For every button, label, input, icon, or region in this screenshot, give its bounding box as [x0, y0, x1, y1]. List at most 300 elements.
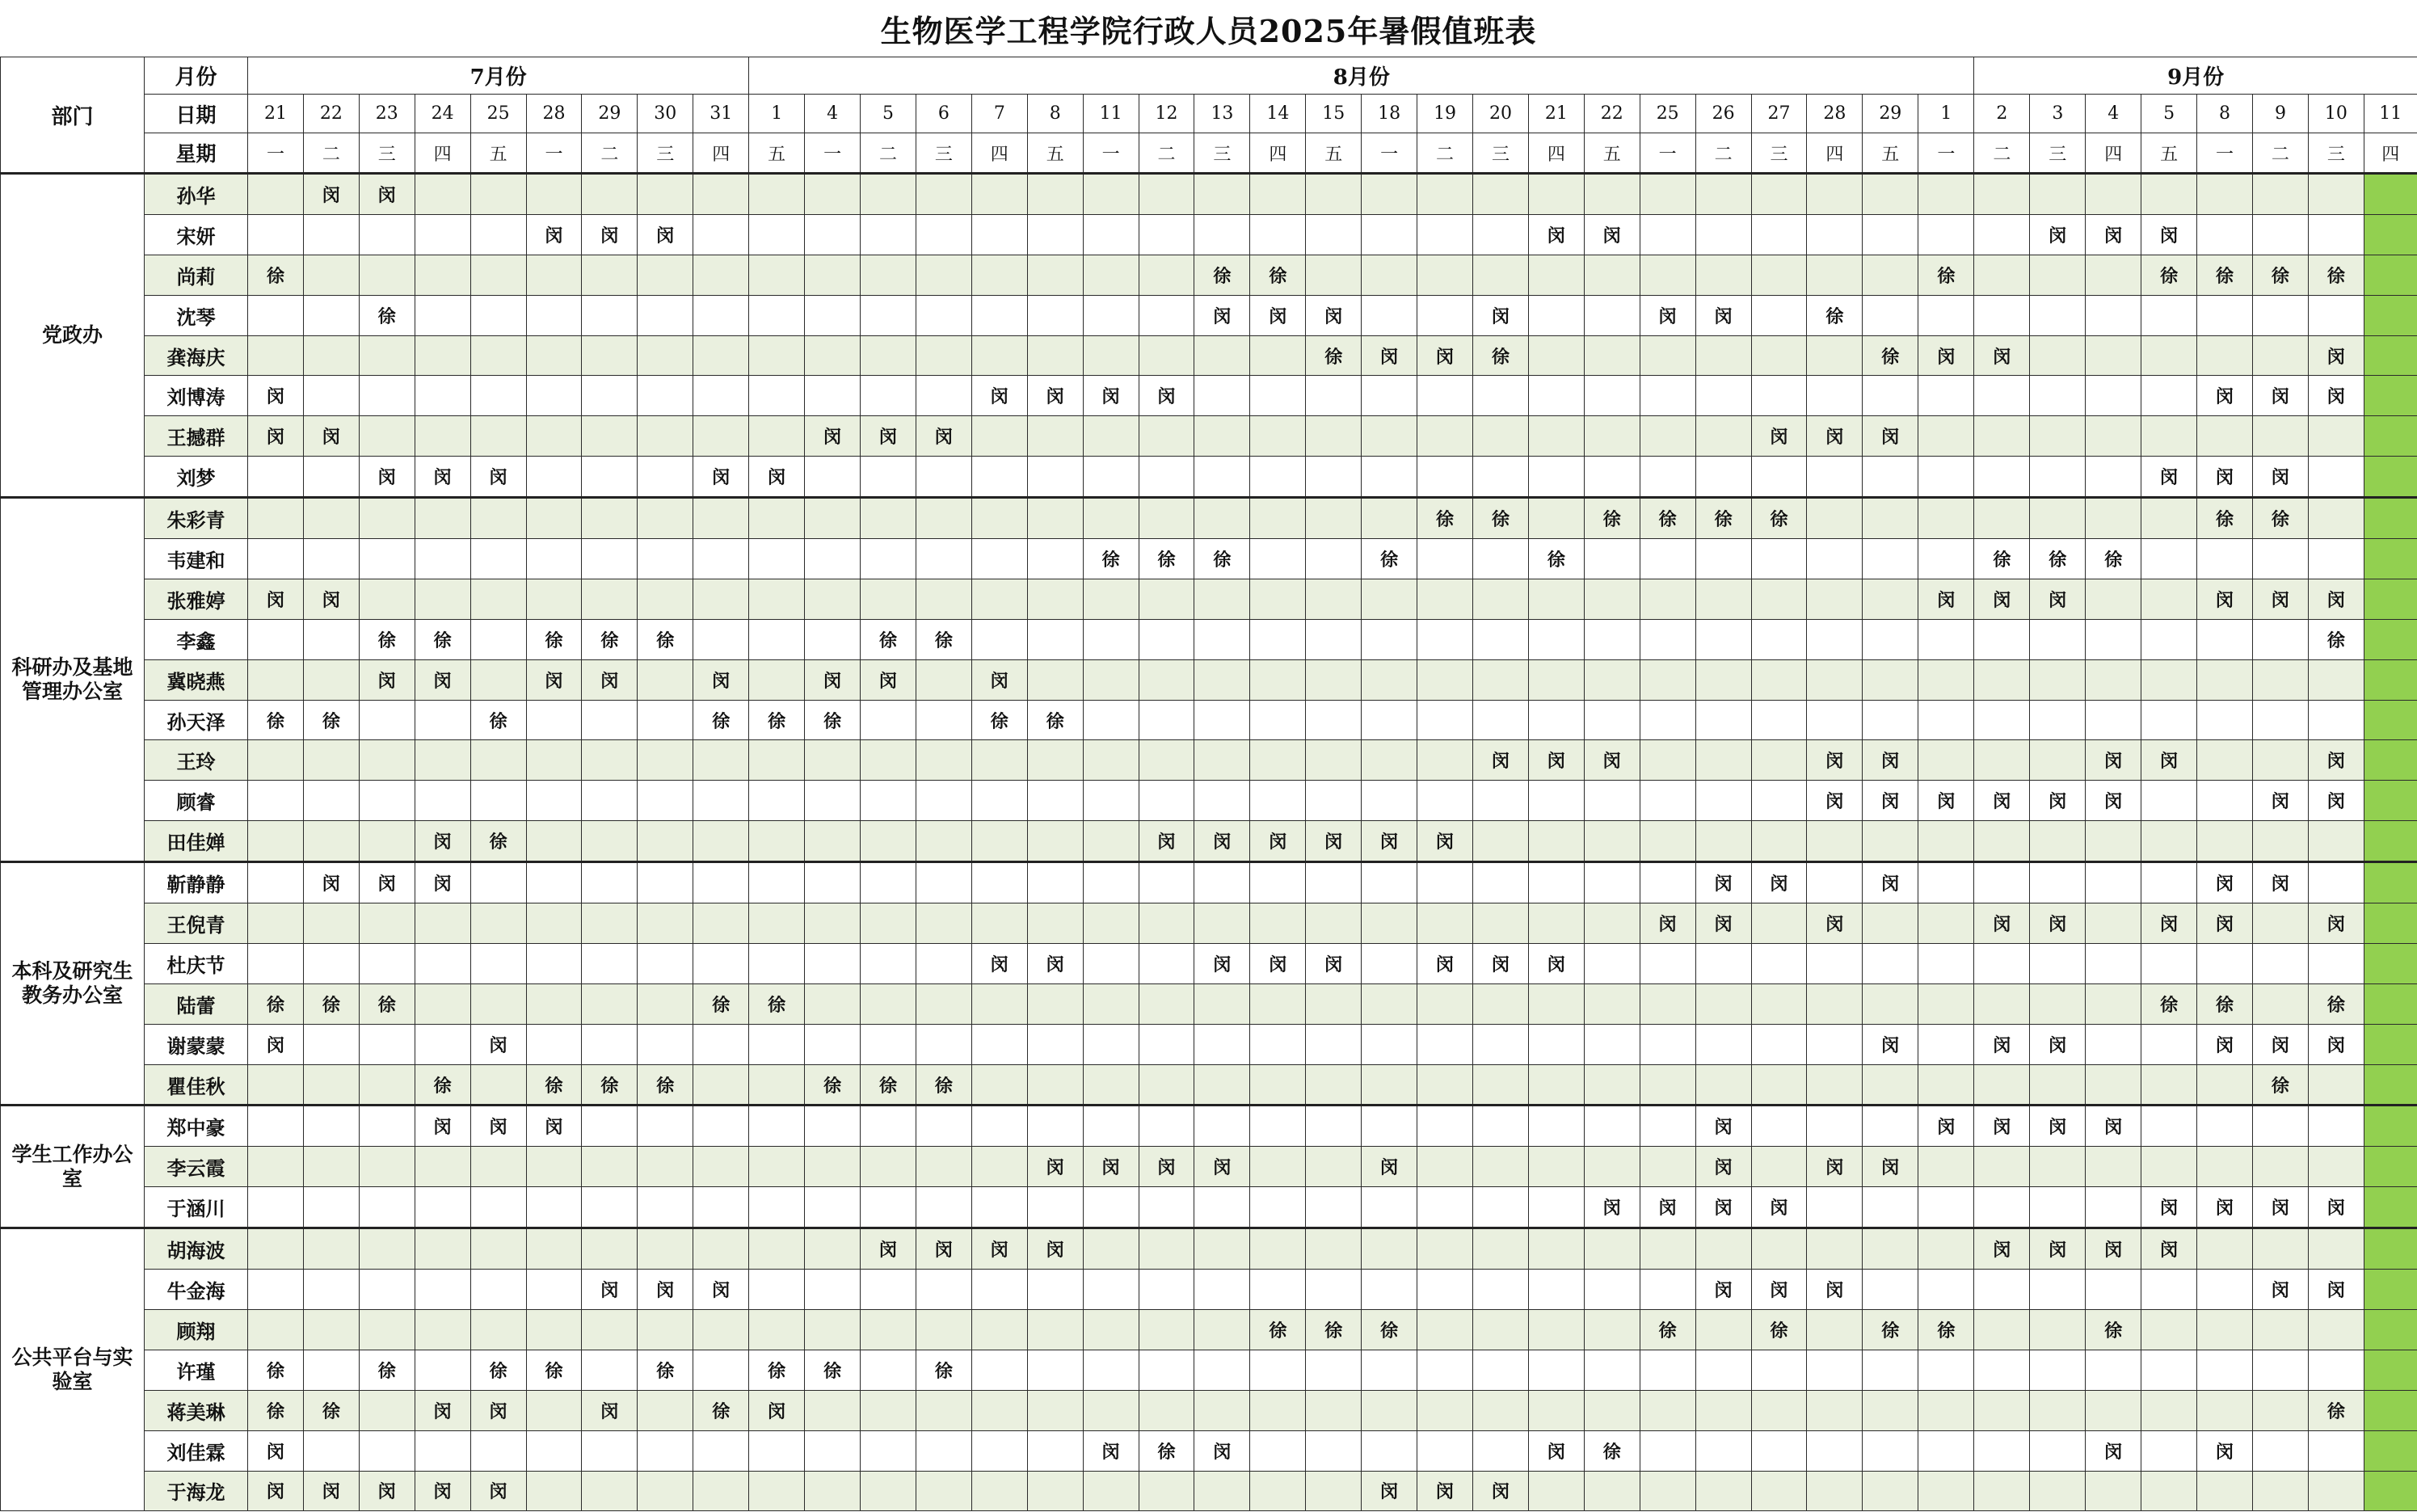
duty-cell	[2141, 1270, 2197, 1310]
duty-cell	[1362, 903, 1417, 944]
duty-cell	[2364, 376, 2417, 416]
duty-cell	[248, 498, 304, 539]
duty-cell	[1139, 619, 1194, 659]
duty-cell	[1584, 1270, 1640, 1310]
duty-cell: 闵	[2197, 1430, 2253, 1471]
duty-cell	[749, 174, 805, 215]
duty-cell	[582, 983, 638, 1024]
duty-cell: 闵	[248, 1430, 304, 1471]
duty-cell	[1194, 1228, 1250, 1270]
duty-cell	[1528, 335, 1584, 376]
duty-cell	[2252, 1309, 2308, 1350]
duty-cell: 闵	[2141, 214, 2197, 255]
duty-cell	[971, 1064, 1027, 1106]
duty-cell	[2364, 1187, 2417, 1228]
duty-cell	[916, 862, 971, 903]
duty-cell	[1918, 659, 1974, 700]
duty-cell: 闵	[1863, 740, 1918, 781]
duty-cell: 闵	[2252, 376, 2308, 416]
duty-cell: 徐	[2308, 255, 2364, 295]
duty-cell	[861, 1350, 916, 1390]
duty-cell	[861, 1270, 916, 1310]
duty-cell: 闵	[2197, 457, 2253, 498]
duty-cell	[582, 416, 638, 457]
duty-cell	[916, 903, 971, 944]
duty-cell	[1473, 174, 1529, 215]
duty-cell	[1027, 1471, 1083, 1511]
duty-cell	[1974, 1064, 2030, 1106]
duty-cell	[415, 1228, 470, 1270]
duty-cell: 闵	[1863, 1024, 1918, 1064]
duty-cell	[1751, 1228, 1807, 1270]
duty-cell	[1918, 1064, 1974, 1106]
duty-cell	[415, 1309, 470, 1350]
duty-cell	[415, 1147, 470, 1187]
weekday-cell: 五	[1306, 133, 1362, 174]
duty-cell: 徐	[1473, 498, 1529, 539]
duty-cell	[1863, 255, 1918, 295]
duty-cell	[415, 1187, 470, 1228]
duty-cell	[1751, 740, 1807, 781]
duty-cell: 徐	[359, 1350, 415, 1390]
duty-cell	[1473, 1350, 1529, 1390]
duty-cell	[582, 943, 638, 983]
duty-cell	[2197, 1350, 2253, 1390]
duty-cell	[805, 174, 861, 215]
duty-cell	[971, 903, 1027, 944]
duty-cell	[1807, 255, 1863, 295]
duty-cell	[638, 1390, 693, 1430]
duty-cell	[1250, 983, 1306, 1024]
duty-cell	[861, 1430, 916, 1471]
duty-cell	[303, 659, 359, 700]
duty-cell	[1417, 1228, 1473, 1270]
duty-cell	[1751, 700, 1807, 740]
table-row	[1, 1106, 2417, 1147]
duty-cell	[1250, 1064, 1306, 1106]
duty-cell	[415, 539, 470, 579]
duty-cell: 闵	[415, 1390, 470, 1430]
duty-cell	[1974, 983, 2030, 1024]
duty-cell: 闵	[582, 1390, 638, 1430]
person-name: 冀晓燕	[145, 659, 248, 700]
duty-cell	[861, 781, 916, 821]
duty-cell	[1695, 1228, 1751, 1270]
duty-cell	[1695, 1430, 1751, 1471]
duty-cell	[1194, 740, 1250, 781]
duty-cell	[1362, 376, 1417, 416]
weekday-cell: 一	[1083, 133, 1139, 174]
duty-cell	[526, 781, 582, 821]
duty-cell	[1807, 983, 1863, 1024]
weekday-cell: 一	[1918, 133, 1974, 174]
duty-cell	[805, 255, 861, 295]
duty-cell	[359, 1430, 415, 1471]
duty-cell	[1194, 498, 1250, 539]
duty-cell	[1083, 416, 1139, 457]
duty-cell	[2141, 335, 2197, 376]
duty-cell	[1640, 255, 1695, 295]
duty-cell	[1974, 1270, 2030, 1310]
duty-cell	[1974, 619, 2030, 659]
duty-cell	[1528, 1390, 1584, 1430]
duty-cell: 闵	[470, 1471, 526, 1511]
duty-cell	[582, 539, 638, 579]
duty-cell	[1306, 903, 1362, 944]
duty-cell	[2197, 335, 2253, 376]
duty-cell	[1807, 579, 1863, 619]
duty-cell	[749, 821, 805, 862]
duty-cell: 闵	[1473, 740, 1529, 781]
duty-cell	[2141, 700, 2197, 740]
duty-cell: 徐	[861, 619, 916, 659]
duty-cell	[1194, 1270, 1250, 1310]
duty-cell	[303, 1350, 359, 1390]
duty-cell	[1250, 416, 1306, 457]
duty-cell: 闵	[638, 214, 693, 255]
duty-cell	[2252, 214, 2308, 255]
duty-cell	[1974, 174, 2030, 215]
duty-cell	[693, 174, 749, 215]
weekday-cell: 五	[749, 133, 805, 174]
person-name: 尚莉	[145, 255, 248, 295]
duty-cell	[1306, 1024, 1362, 1064]
duty-cell	[1751, 335, 1807, 376]
duty-cell	[2308, 457, 2364, 498]
duty-cell	[1194, 1309, 1250, 1350]
duty-cell	[2086, 174, 2141, 215]
duty-cell	[805, 295, 861, 335]
table-row	[1, 376, 2417, 416]
duty-cell	[1027, 1350, 1083, 1390]
duty-cell	[470, 1147, 526, 1187]
duty-cell: 闵	[2252, 579, 2308, 619]
duty-cell: 徐	[1584, 1430, 1640, 1471]
duty-cell	[1139, 1228, 1194, 1270]
person-name: 朱彩青	[145, 498, 248, 539]
duty-cell: 徐	[2141, 255, 2197, 295]
person-name: 龚海庆	[145, 335, 248, 376]
duty-cell	[1974, 376, 2030, 416]
duty-cell	[1695, 740, 1751, 781]
duty-cell	[1139, 255, 1194, 295]
duty-cell	[303, 1430, 359, 1471]
duty-cell: 闵	[1306, 943, 1362, 983]
duty-cell	[1974, 1350, 2030, 1390]
duty-cell	[470, 1309, 526, 1350]
duty-cell	[749, 1228, 805, 1270]
duty-cell	[1584, 659, 1640, 700]
duty-cell: 徐	[1584, 498, 1640, 539]
duty-cell	[1807, 1350, 1863, 1390]
duty-cell	[359, 1106, 415, 1147]
duty-cell	[2197, 700, 2253, 740]
duty-cell	[749, 1471, 805, 1511]
duty-cell: 闵	[1362, 1471, 1417, 1511]
duty-cell	[1807, 1064, 1863, 1106]
duty-cell	[1863, 1430, 1918, 1471]
duty-cell	[1194, 862, 1250, 903]
duty-cell	[1863, 700, 1918, 740]
date-cell: 27	[1751, 95, 1807, 133]
duty-cell	[1083, 1471, 1139, 1511]
duty-cell: 徐	[526, 1350, 582, 1390]
duty-cell	[1417, 740, 1473, 781]
duty-cell	[359, 1228, 415, 1270]
duty-cell	[1863, 498, 1918, 539]
duty-cell: 闵	[1974, 579, 2030, 619]
duty-cell: 徐	[693, 983, 749, 1024]
weekday-cell: 四	[2364, 133, 2417, 174]
duty-cell	[1417, 659, 1473, 700]
duty-cell	[805, 1228, 861, 1270]
duty-cell	[1194, 700, 1250, 740]
duty-cell	[2030, 821, 2086, 862]
duty-cell	[526, 1270, 582, 1310]
duty-cell	[470, 943, 526, 983]
duty-cell	[470, 174, 526, 215]
duty-cell: 徐	[861, 1064, 916, 1106]
duty-cell	[1695, 335, 1751, 376]
date-cell: 8	[1027, 95, 1083, 133]
duty-cell	[2197, 214, 2253, 255]
duty-cell	[1751, 255, 1807, 295]
duty-cell: 闵	[2086, 1228, 2141, 1270]
duty-cell	[693, 376, 749, 416]
duty-cell	[861, 174, 916, 215]
duty-cell	[2141, 416, 2197, 457]
duty-cell	[1362, 862, 1417, 903]
date-header-row	[1, 95, 2417, 133]
duty-cell	[1807, 1106, 1863, 1147]
duty-cell	[2030, 983, 2086, 1024]
table-row	[1, 1430, 2417, 1471]
duty-cell: 闵	[1083, 1147, 1139, 1187]
duty-cell	[693, 498, 749, 539]
duty-cell	[749, 943, 805, 983]
duty-cell: 闵	[2308, 1187, 2364, 1228]
duty-cell: 徐	[916, 1350, 971, 1390]
duty-cell	[1863, 1471, 1918, 1511]
duty-cell: 闵	[1807, 416, 1863, 457]
duty-cell	[2030, 295, 2086, 335]
duty-cell	[1417, 862, 1473, 903]
duty-cell	[2308, 214, 2364, 255]
duty-cell	[1528, 1309, 1584, 1350]
duty-cell	[1918, 1430, 1974, 1471]
table-row	[1, 1024, 2417, 1064]
duty-cell	[749, 214, 805, 255]
duty-cell	[1473, 862, 1529, 903]
duty-cell	[1640, 457, 1695, 498]
weekday-cell: 五	[1584, 133, 1640, 174]
duty-cell	[1473, 1024, 1529, 1064]
duty-cell	[1918, 983, 1974, 1024]
duty-cell	[1083, 579, 1139, 619]
duty-cell	[971, 1471, 1027, 1511]
duty-cell	[1528, 1147, 1584, 1187]
duty-cell	[1194, 903, 1250, 944]
duty-cell	[1807, 659, 1863, 700]
person-name: 牛金海	[145, 1270, 248, 1310]
duty-cell	[1584, 579, 1640, 619]
duty-cell	[1083, 781, 1139, 821]
duty-cell: 闵	[2197, 579, 2253, 619]
duty-cell: 闵	[1027, 1228, 1083, 1270]
duty-cell	[1640, 862, 1695, 903]
duty-cell	[359, 903, 415, 944]
duty-cell	[582, 335, 638, 376]
duty-cell	[2252, 1147, 2308, 1187]
duty-cell	[303, 376, 359, 416]
duty-cell	[1640, 214, 1695, 255]
duty-cell: 闵	[582, 1270, 638, 1310]
duty-cell	[1863, 295, 1918, 335]
duty-cell	[1863, 1064, 1918, 1106]
duty-cell: 徐	[638, 1350, 693, 1390]
duty-cell	[2252, 1228, 2308, 1270]
duty-cell	[582, 862, 638, 903]
dept-header: 部门	[1, 57, 145, 174]
duty-cell	[638, 862, 693, 903]
duty-cell	[1027, 1309, 1083, 1350]
duty-cell: 闵	[971, 376, 1027, 416]
duty-cell: 闵	[1139, 1147, 1194, 1187]
duty-cell	[470, 659, 526, 700]
duty-cell	[971, 1106, 1027, 1147]
duty-cell	[1139, 1106, 1194, 1147]
duty-cell	[2141, 579, 2197, 619]
duty-cell	[248, 619, 304, 659]
duty-cell	[1807, 1309, 1863, 1350]
duty-cell	[526, 1187, 582, 1228]
duty-cell	[2197, 1064, 2253, 1106]
duty-cell: 闵	[1918, 335, 1974, 376]
duty-cell	[1528, 1270, 1584, 1310]
duty-cell	[2086, 1187, 2141, 1228]
duty-cell	[2030, 1187, 2086, 1228]
duty-cell	[359, 255, 415, 295]
duty-cell	[1027, 214, 1083, 255]
weekday-cell: 一	[248, 133, 304, 174]
duty-cell	[693, 1228, 749, 1270]
person-name: 王玲	[145, 740, 248, 781]
duty-cell	[1250, 174, 1306, 215]
duty-cell	[1918, 539, 1974, 579]
duty-cell	[1974, 457, 2030, 498]
duty-cell	[971, 174, 1027, 215]
table-row	[1, 781, 2417, 821]
duty-cell	[1139, 700, 1194, 740]
duty-cell: 徐	[359, 619, 415, 659]
duty-cell	[638, 579, 693, 619]
duty-cell: 徐	[415, 619, 470, 659]
duty-cell	[1584, 903, 1640, 944]
duty-cell: 闵	[2086, 781, 2141, 821]
duty-cell	[1194, 335, 1250, 376]
duty-cell	[2364, 1228, 2417, 1270]
table-row	[1, 700, 2417, 740]
duty-cell	[1473, 579, 1529, 619]
duty-cell: 闵	[303, 862, 359, 903]
duty-cell	[1194, 619, 1250, 659]
table-row	[1, 619, 2417, 659]
weekday-cell: 三	[1194, 133, 1250, 174]
duty-table-wrapper	[0, 57, 2417, 1511]
duty-cell	[415, 416, 470, 457]
duty-cell	[638, 498, 693, 539]
duty-cell	[1695, 1350, 1751, 1390]
duty-cell	[2030, 1471, 2086, 1511]
person-name: 靳静静	[145, 862, 248, 903]
duty-cell	[1139, 579, 1194, 619]
duty-cell	[2086, 1350, 2141, 1390]
duty-cell: 闵	[1528, 740, 1584, 781]
duty-cell	[749, 1064, 805, 1106]
weekday-cell: 四	[1528, 133, 1584, 174]
duty-cell: 闵	[1974, 1024, 2030, 1064]
duty-cell: 徐	[1918, 1309, 1974, 1350]
duty-cell: 徐	[415, 1064, 470, 1106]
duty-cell	[2030, 943, 2086, 983]
duty-cell	[1139, 862, 1194, 903]
duty-cell	[1974, 1187, 2030, 1228]
duty-cell: 徐	[1695, 498, 1751, 539]
duty-cell	[1250, 457, 1306, 498]
duty-cell	[1751, 457, 1807, 498]
duty-cell	[1306, 1270, 1362, 1310]
duty-cell	[916, 1270, 971, 1310]
duty-cell	[582, 821, 638, 862]
duty-cell	[248, 335, 304, 376]
duty-cell: 闵	[1417, 1471, 1473, 1511]
duty-cell	[1250, 1228, 1306, 1270]
duty-cell	[805, 903, 861, 944]
duty-cell	[1974, 1147, 2030, 1187]
weekday-cell: 三	[1751, 133, 1807, 174]
duty-cell	[2364, 214, 2417, 255]
duty-cell	[1362, 1430, 1417, 1471]
duty-cell	[1751, 983, 1807, 1024]
duty-cell: 徐	[805, 700, 861, 740]
duty-cell	[1250, 1024, 1306, 1064]
duty-cell	[2308, 700, 2364, 740]
duty-cell	[2141, 659, 2197, 700]
duty-cell: 徐	[1139, 539, 1194, 579]
duty-cell: 徐	[2252, 1064, 2308, 1106]
duty-cell	[526, 335, 582, 376]
duty-cell	[248, 1228, 304, 1270]
duty-cell	[971, 1187, 1027, 1228]
person-name: 沈琴	[145, 295, 248, 335]
person-name: 杜庆节	[145, 943, 248, 983]
duty-cell	[1584, 1350, 1640, 1390]
duty-cell	[1863, 1270, 1918, 1310]
duty-cell	[1306, 457, 1362, 498]
duty-cell	[1362, 1350, 1417, 1390]
duty-cell: 闵	[1974, 1106, 2030, 1147]
duty-cell	[1974, 498, 2030, 539]
duty-cell: 闵	[2252, 862, 2308, 903]
person-name: 田佳婵	[145, 821, 248, 862]
duty-cell	[2364, 335, 2417, 376]
duty-cell	[1528, 376, 1584, 416]
duty-cell	[2364, 1309, 2417, 1350]
duty-cell	[1139, 781, 1194, 821]
duty-cell	[2197, 1228, 2253, 1270]
date-cell: 2	[1974, 95, 2030, 133]
duty-cell: 徐	[1751, 498, 1807, 539]
